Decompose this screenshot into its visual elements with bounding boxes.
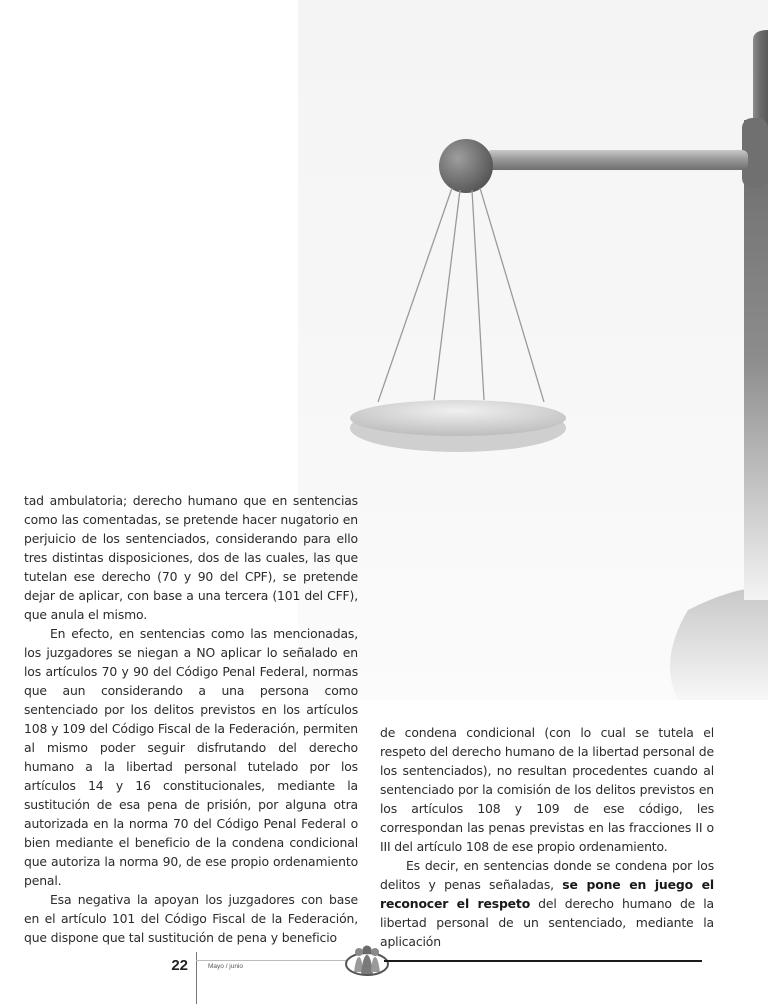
right-text-column bbox=[380, 723, 714, 951]
paragraph: Esa negativa la apoyan los juzgadores con base en el artículo 101 del Código Fiscal de la Federación, que dispone que tal sustitución de pena y beneficio bbox=[24, 892, 358, 945]
scales-of-justice-icon bbox=[298, 0, 768, 700]
paragraph-text: Es decir, en sentencias donde se condena por los delitos y penas señaladas, bbox=[380, 858, 714, 892]
footer-bar bbox=[384, 960, 702, 962]
people-globe-logo-icon bbox=[342, 942, 392, 982]
paragraph: tad ambulatoria; derecho humano que en sentencias como las comentadas, se pretende hacer nugatorio en perjuicio de los sentenciados, considerando para ello tres distintas disposiciones, dos de las cuales, las que tutelan ese derecho (70 y 90 del CPF), se pretende dejar de aplicar, con base a una tercera (101 del CFF), que anula el mismo. bbox=[24, 493, 358, 622]
paragraph: de condena condicional (con lo cual se tutela el respeto del derecho humano de la libertad personal de los sentenciados), no resultan procedentes cuando al sentenciado por la comisión de los delitos previstos en los artículos 108 y 109 de ese código, les correspondan las penas previstas en las fracciones II o III del artículo 108 de ese propio ordenamiento. bbox=[380, 725, 714, 854]
paragraph bbox=[380, 856, 714, 951]
paragraph: En efecto, en sentencias como las mencionadas, los juzgadores se niegan a NO aplicar lo señalado en los artículos 70 y 90 del Código Penal Federal, normas que aun considerando a una persona como sentenciado por los delitos previstos en los artículos 108 y 109 del Código Fiscal de la Federación, permiten al mismo poder seguir disfrutando del derecho humano a la libertad personal tutelado por los artículos 14 y 16 constitucionales, mediante la sustitución de esa pena de prisión, por alguna otra autorizada en la norma 70 del Código Penal Federal o bien mediante el beneficio de la condena condicional que autoriza la norma 90, de ese propio ordenamiento penal. bbox=[24, 626, 358, 888]
highlighted-text: se pone en juego el reconocer el respeto bbox=[380, 877, 714, 911]
footer-rule bbox=[196, 960, 346, 961]
page-number: 22 bbox=[171, 957, 188, 974]
left-text-column bbox=[24, 491, 358, 947]
issue-label: Mayo / junio bbox=[208, 963, 244, 970]
paragraph-text: del derecho humano de la libertad personal de un sentenciado, mediante la aplicación bbox=[380, 896, 714, 949]
